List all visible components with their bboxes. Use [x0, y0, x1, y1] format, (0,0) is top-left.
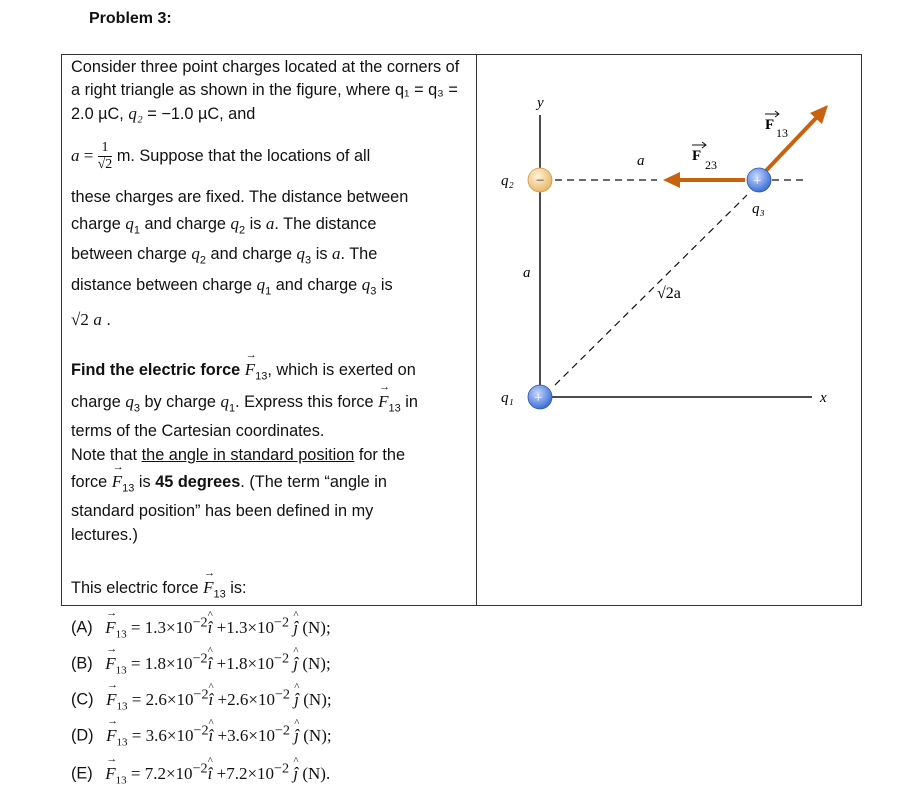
label-a-top: a — [637, 153, 645, 169]
label-q3: q₃ — [752, 201, 765, 217]
f13-subscript: 13 — [776, 126, 788, 140]
dashed-hypotenuse — [555, 195, 747, 385]
minus-sign: − — [536, 173, 545, 189]
f23-subscript: 23 — [705, 158, 717, 172]
question-line-3: terms of the Cartesian coordinates. — [71, 422, 325, 440]
option-d[interactable]: $(D) \to F_{13}$ = $3.6\times 10^{-2}\^{}$ î $+3.6\times 10^{-2}$ ^ ĵ (N); — [71, 722, 332, 748]
statement-paragraph: Consider three point charges located at the corners of a right triangle as shown in the figure, where q₁ = q₃ = 2.0 µC, q₂ = −1.0 µC, and — [71, 58, 460, 123]
f23-label: F — [692, 148, 702, 164]
fraction: $\frac{1}{√2}$ — [97, 140, 113, 172]
statement-line-2: these charges are fixed. The distance between — [71, 188, 409, 206]
option-e[interactable]: $(E) \to F_{13}$ = $7.2\times 10^{-2}\^{}$ î $+7.2\times 10^{-2}$ ^ ĵ (N). — [71, 760, 330, 786]
x-axis-label: x — [820, 390, 827, 406]
option-b[interactable]: $(B) \to F_{13}$ = $1.8\times 10^{-2}\^{}$ î $+1.8\times 10^{-2}$ ^ ĵ (N); — [71, 650, 331, 676]
y-axis-label: y — [537, 95, 544, 111]
charges-figure — [477, 55, 859, 603]
underlined-term: the angle in standard position — [141, 446, 355, 464]
definition-line-1: standard position” has been defined in my — [71, 502, 374, 520]
question-line-2: charge $q_3$ by charge $q_1$. Express this force → $F_{13}$ in — [71, 392, 418, 414]
option-a[interactable]: $(A) \to F_{13}$ = $1.3\times 10^{-2}\^{}$ î $+1.3\times 10^{-2}$ ^ ĵ (N); — [71, 614, 331, 640]
plus-sign-q3: + — [753, 173, 762, 189]
note-line: Note that the angle in standard position for the — [71, 446, 406, 464]
f23-arrowhead — [663, 172, 680, 188]
statement-line-3: charge $q_1$ and charge $q_2$ is a. The distance — [71, 214, 377, 237]
definition-line-2: lectures.) — [71, 526, 138, 544]
statement-line-5: distance between charge $q_1$ and charge $q_3$ is — [71, 275, 393, 298]
question-line-1: Find the electric force → $F_{13}$, which is exerted on — [71, 360, 416, 382]
label-a-left: a — [523, 265, 531, 281]
statement-line-4: between charge $q_2$ and charge $q_3$ is a. The — [71, 244, 378, 267]
f13-label: F — [765, 117, 775, 133]
plus-sign-q1: + — [534, 390, 543, 406]
statement-a-line: a = $\frac{1}{√2}$ m. Suppose that the locations of all — [71, 140, 371, 172]
problem-title: Problem 3: — [89, 10, 172, 27]
force-line: force → $F_{13}$ is 45 degrees. (The term “angle in — [71, 472, 387, 494]
label-q1: q₁ — [501, 390, 514, 406]
label-hypotenuse: √2a — [657, 285, 681, 302]
option-c[interactable]: $(C) \to F_{13}$ = $2.6\times 10^{-2}\^{}$ î $+2.6\times 10^{-2}$ ^ ĵ (N); — [71, 686, 332, 712]
statement-line-6: √2 a . — [71, 310, 111, 329]
label-q2: q₂ — [501, 173, 514, 189]
ask-line: This electric force → $F_{13}$ is: — [71, 578, 247, 600]
